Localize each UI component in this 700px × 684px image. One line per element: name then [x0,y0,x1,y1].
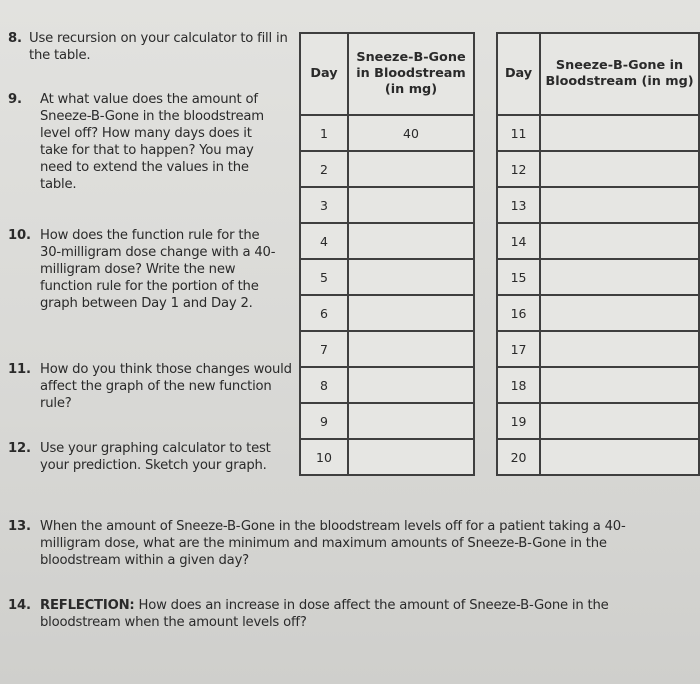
question-number: 10. [8,228,31,243]
amount-cell[interactable] [540,259,699,295]
amount-cell[interactable] [540,187,699,223]
table-row [497,151,699,187]
amount-cell[interactable] [540,115,699,151]
amount-cell[interactable] [540,295,699,331]
table-row [497,367,699,403]
amount-cell[interactable] [348,223,474,259]
question-text: When the amount of Sneeze-B-Gone in the bloodstream levels off for a patient taking a 40-milligram dose, what are the minimum and maximum amounts of Sneeze-B-Gone in the bloodstream within a given day? [40,519,626,568]
day-cell: 5 [300,259,348,295]
day-cell: 17 [497,331,540,367]
table-row [300,151,474,187]
amount-cell[interactable] [348,295,474,331]
amount-cell[interactable] [540,223,699,259]
question-text: Use your graphing calculator to test your prediction. Sketch your graph. [40,441,271,473]
amount-cell[interactable] [348,151,474,187]
table-row [300,367,474,403]
table-row [300,259,474,295]
question-11 [8,361,298,412]
amount-cell[interactable] [348,259,474,295]
amount-cell[interactable] [348,331,474,367]
table-row [300,439,474,475]
question-number: 11. [8,362,31,377]
question-10 [8,227,280,312]
amount-cell[interactable]: 40 [348,115,474,151]
amount-cell[interactable] [540,439,699,475]
day-cell: 18 [497,367,540,403]
question-number: 8. [8,31,22,46]
table-row [300,187,474,223]
question-8 [8,30,293,64]
table-row [497,331,699,367]
day-cell: 3 [300,187,348,223]
reflection-label: REFLECTION: [40,598,135,613]
question-number: 12. [8,441,31,456]
question-text: How do you think those changes would affect the graph of the new function rule? [40,362,292,411]
table-row [497,187,699,223]
question-number: 14. [8,598,31,613]
day-cell: 11 [497,115,540,151]
day-cell: 1 [300,115,348,151]
amount-cell[interactable] [540,367,699,403]
day-cell: 4 [300,223,348,259]
question-text: At what value does the amount of Sneeze-B-Gone in the bloodstream level off? How many days does it take for that to happen? You may need to extend the values in the table. [40,92,264,192]
table-row [300,115,474,151]
day-cell: 15 [497,259,540,295]
table-row [497,115,699,151]
question-14 [8,597,676,631]
amount-cell[interactable] [540,151,699,187]
sneeze-table-days-11-20 [496,32,700,476]
table-row [300,295,474,331]
amount-cell[interactable] [348,367,474,403]
table-row [300,223,474,259]
amount-cell[interactable] [540,403,699,439]
sneeze-table-days-1-10 [299,32,475,476]
day-cell: 2 [300,151,348,187]
header-day: Day [497,33,540,115]
amount-cell[interactable] [348,403,474,439]
question-text [8,597,676,631]
day-cell: 13 [497,187,540,223]
reflection-text: How does an increase in dose affect the amount of Sneeze-B-Gone in the bloodstream when the amount levels off? [40,598,609,630]
question-text: How does the function rule for the 30-milligram dose change with a 40-milligram dose? Write the new function rule for the portion of the graph between Day 1 and Day 2. [40,228,276,311]
question-12 [8,440,294,474]
header-amount: Sneeze-B-Gone in Bloodstream (in mg) [348,33,474,115]
day-cell: 19 [497,403,540,439]
header-amount: Sneeze-B-Gone in Bloodstream (in mg) [540,33,699,115]
header-day: Day [300,33,348,115]
question-text: Use recursion on your calculator to fill in the table. [29,31,288,63]
day-cell: 16 [497,295,540,331]
question-9 [8,91,283,193]
day-cell: 12 [497,151,540,187]
table-row [497,295,699,331]
amount-cell[interactable] [348,187,474,223]
question-13 [8,518,676,569]
day-cell: 6 [300,295,348,331]
table-row [497,223,699,259]
day-cell: 14 [497,223,540,259]
day-cell: 10 [300,439,348,475]
day-cell: 8 [300,367,348,403]
question-number: 13. [8,519,31,534]
table-row [497,403,699,439]
table-row [497,439,699,475]
amount-cell[interactable] [540,331,699,367]
day-cell: 7 [300,331,348,367]
day-cell: 20 [497,439,540,475]
table-row [497,259,699,295]
amount-cell[interactable] [348,439,474,475]
table-row [300,331,474,367]
table-row [300,403,474,439]
question-number: 9. [8,92,22,107]
day-cell: 9 [300,403,348,439]
